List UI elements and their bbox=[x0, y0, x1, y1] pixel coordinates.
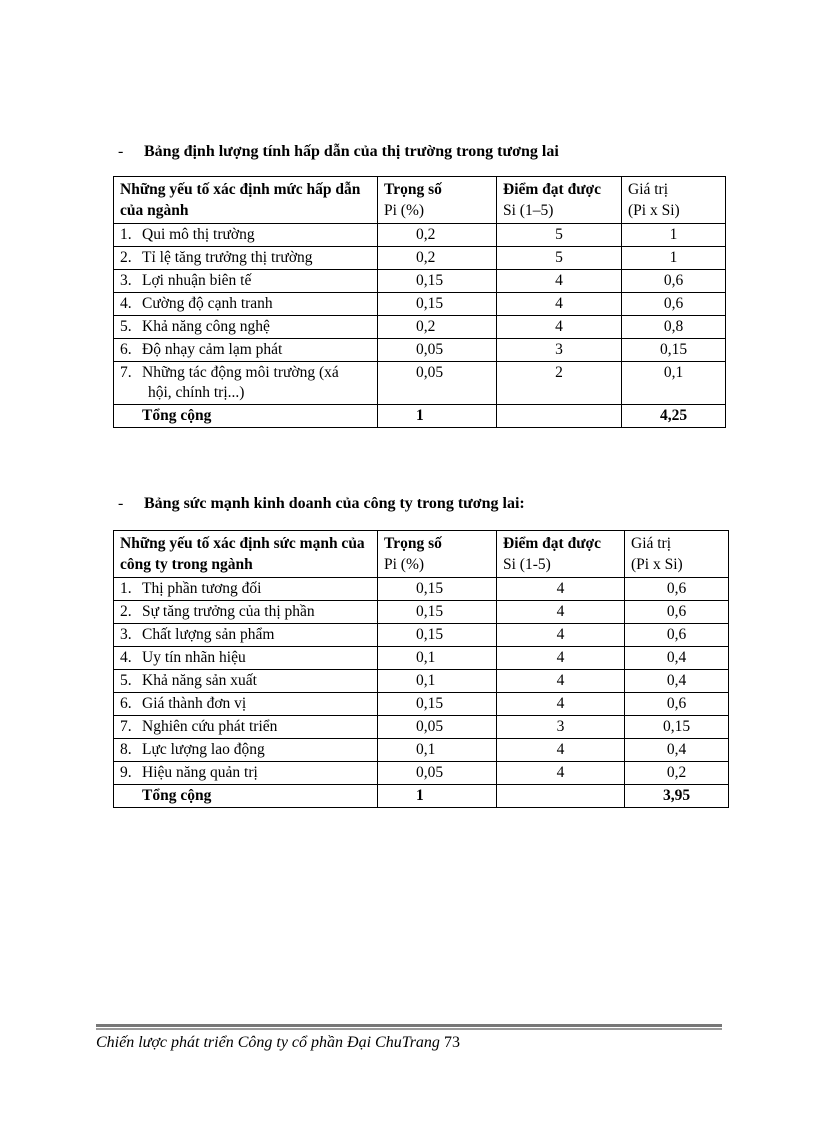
table-cell: 4 bbox=[497, 316, 622, 339]
table-cell: hội, chính trị...) bbox=[148, 384, 245, 401]
table-cell: 8. bbox=[120, 741, 132, 758]
footer-rule-secondary bbox=[96, 1028, 722, 1030]
table-cell: 0,6 bbox=[622, 270, 726, 293]
table-cell: 2. bbox=[120, 249, 132, 266]
bullet-dash: - bbox=[118, 143, 124, 160]
table-cell: Những tác động môi trường (xá bbox=[142, 364, 339, 381]
table-cell: Cường độ cạnh tranh bbox=[142, 295, 273, 312]
page-number: 73 bbox=[443, 1034, 460, 1051]
table-cell: Trọng số bbox=[384, 181, 442, 198]
header-factor: Những yếu tố xác định mức hấp dẫn của ngành bbox=[114, 177, 378, 224]
table-cell: Tổng cộng bbox=[114, 405, 378, 428]
table-row bbox=[114, 339, 726, 362]
table-row bbox=[114, 247, 726, 270]
header-score bbox=[497, 177, 622, 224]
table-cell bbox=[114, 601, 378, 624]
table-cell: 0,05 bbox=[378, 339, 497, 362]
table-cell: Bảng sức mạnh kinh doanh của công ty trong tương lai: bbox=[144, 495, 525, 512]
table-cell: 4 bbox=[497, 693, 625, 716]
table-cell: 4 bbox=[497, 270, 622, 293]
table-row bbox=[114, 601, 729, 624]
table-cell: Giá thành đơn vị bbox=[142, 695, 247, 712]
table-row bbox=[114, 624, 729, 647]
table-cell: 0,15 bbox=[625, 716, 729, 739]
table-cell: 0,8 bbox=[622, 316, 726, 339]
table-cell: 0,6 bbox=[625, 578, 729, 601]
header-weight bbox=[378, 177, 497, 224]
table-cell: Điểm đạt được bbox=[503, 181, 601, 198]
table-cell: 5 bbox=[497, 224, 622, 247]
table-cell bbox=[497, 785, 625, 808]
table-cell: 0,6 bbox=[625, 624, 729, 647]
table-cell: 6. bbox=[120, 341, 132, 358]
table-cell: 1 bbox=[378, 405, 497, 428]
header-factor: Những yếu tố xác định sức mạnh của công ty trong ngành bbox=[114, 531, 378, 578]
table-cell: 0,15 bbox=[378, 624, 497, 647]
business-strength-table bbox=[113, 530, 729, 808]
table-cell bbox=[114, 693, 378, 716]
table-cell bbox=[114, 270, 378, 293]
table-cell bbox=[114, 316, 378, 339]
table-cell: 1 bbox=[622, 247, 726, 270]
table-cell: Chất lượng sản phẩm bbox=[142, 626, 275, 643]
table-cell: 0,2 bbox=[378, 247, 497, 270]
table-header-row bbox=[114, 531, 729, 578]
table-cell: 4 bbox=[497, 578, 625, 601]
table-cell: 0,2 bbox=[625, 762, 729, 785]
table-cell: 0,05 bbox=[378, 716, 497, 739]
header-score bbox=[497, 531, 625, 578]
table-cell bbox=[114, 647, 378, 670]
table-cell: Uy tín nhãn hiệu bbox=[142, 649, 246, 666]
table1-heading bbox=[118, 143, 559, 161]
table-cell: 0,2 bbox=[378, 224, 497, 247]
table-cell: 6. bbox=[120, 695, 132, 712]
total-row bbox=[114, 785, 729, 808]
header-weight bbox=[378, 531, 497, 578]
table-cell: Tổng cộng bbox=[114, 785, 378, 808]
market-attractiveness-table bbox=[113, 176, 726, 428]
table2-heading bbox=[118, 495, 525, 513]
table-cell: 4. bbox=[120, 295, 132, 312]
table-cell: 5. bbox=[120, 672, 132, 689]
table-cell bbox=[114, 224, 378, 247]
table-cell: 0,1 bbox=[378, 670, 497, 693]
table-cell: Lợi nhuận biên tế bbox=[142, 272, 252, 289]
header-value bbox=[622, 177, 726, 224]
table-row bbox=[114, 739, 729, 762]
table-cell: Giá trị bbox=[628, 181, 669, 198]
table-row bbox=[114, 362, 726, 405]
table-cell: Si (1-5) bbox=[503, 556, 551, 573]
total-row bbox=[114, 405, 726, 428]
table-cell: 0,15 bbox=[378, 293, 497, 316]
table-cell bbox=[114, 362, 378, 405]
table-cell bbox=[114, 339, 378, 362]
table-cell: 3 bbox=[497, 339, 622, 362]
table-cell: (Pi x Si) bbox=[631, 556, 683, 573]
table-cell: Bảng định lượng tính hấp dẫn của thị trường trong tương lai bbox=[144, 143, 559, 160]
table-cell: 4 bbox=[497, 293, 622, 316]
table-row bbox=[114, 293, 726, 316]
table-cell: 5 bbox=[497, 247, 622, 270]
table-row bbox=[114, 762, 729, 785]
table-row bbox=[114, 578, 729, 601]
table-cell: 1 bbox=[378, 785, 497, 808]
table-cell: Qui mô thị trường bbox=[142, 226, 255, 243]
table-cell: 0,2 bbox=[378, 316, 497, 339]
table-cell: Pi (%) bbox=[384, 202, 425, 219]
table-row bbox=[114, 670, 729, 693]
table-cell: Trọng số bbox=[384, 535, 442, 552]
table-cell: 3,95 bbox=[625, 785, 729, 808]
table-cell: Tỉ lệ tăng trưởng thị trường bbox=[142, 249, 313, 266]
table-cell: Độ nhạy cảm lạm phát bbox=[142, 341, 283, 358]
footer-title: Chiến lược phát triển Công ty cổ phần Đại ChuTrang bbox=[96, 1034, 440, 1051]
table-row bbox=[114, 716, 729, 739]
table-cell: 4 bbox=[497, 647, 625, 670]
table-cell: 1. bbox=[120, 226, 132, 243]
table-cell: Thị phần tương đối bbox=[142, 580, 262, 597]
table-cell: 1. bbox=[120, 580, 132, 597]
table-row bbox=[114, 270, 726, 293]
table-cell: 0,6 bbox=[625, 693, 729, 716]
table-cell: 0,15 bbox=[378, 270, 497, 293]
header-value bbox=[625, 531, 729, 578]
table-cell: 4. bbox=[120, 649, 132, 666]
table-cell: 7. bbox=[120, 718, 132, 735]
table-cell: 2. bbox=[120, 603, 132, 620]
table-cell: 0,4 bbox=[625, 647, 729, 670]
table-cell bbox=[114, 293, 378, 316]
table-cell: 3 bbox=[497, 716, 625, 739]
table-cell: 4,25 bbox=[622, 405, 726, 428]
table-cell: 9. bbox=[120, 764, 132, 781]
table-cell bbox=[114, 578, 378, 601]
table-cell: Hiệu năng quản trị bbox=[142, 764, 258, 781]
table-cell: 0,15 bbox=[378, 578, 497, 601]
table-cell: 3. bbox=[120, 272, 132, 289]
table-cell: Khả năng công nghệ bbox=[142, 318, 270, 335]
table-cell bbox=[114, 247, 378, 270]
table-cell: Khả năng sản xuất bbox=[142, 672, 257, 689]
table-cell: 1 bbox=[622, 224, 726, 247]
table-header-row bbox=[114, 177, 726, 224]
table-cell: Lực lượng lao động bbox=[142, 741, 265, 758]
table-row bbox=[114, 647, 729, 670]
table-cell: 0,05 bbox=[378, 762, 497, 785]
table-cell: 7. bbox=[120, 364, 132, 381]
table-cell: Si (1–5) bbox=[503, 202, 554, 219]
table-cell: 0,15 bbox=[622, 339, 726, 362]
page-footer bbox=[96, 1034, 460, 1052]
table-cell: 0,6 bbox=[622, 293, 726, 316]
table-cell: 0,05 bbox=[378, 362, 497, 405]
table-cell: 5. bbox=[120, 318, 132, 335]
table-cell: Giá trị bbox=[631, 535, 672, 552]
table-cell: 4 bbox=[497, 762, 625, 785]
table-cell: Sự tăng trưởng của thị phần bbox=[142, 603, 315, 620]
table-row bbox=[114, 224, 726, 247]
table-cell: 0,4 bbox=[625, 739, 729, 762]
table-cell: 2 bbox=[497, 362, 622, 405]
table-cell: 0,6 bbox=[625, 601, 729, 624]
table-cell: 3. bbox=[120, 626, 132, 643]
table-cell: 0,4 bbox=[625, 670, 729, 693]
table-cell: 4 bbox=[497, 670, 625, 693]
table-row bbox=[114, 693, 729, 716]
table-cell bbox=[114, 762, 378, 785]
table-cell: 0,1 bbox=[378, 647, 497, 670]
table-cell: Nghiên cứu phát triển bbox=[142, 718, 278, 735]
table-cell: 0,1 bbox=[622, 362, 726, 405]
table-cell: 4 bbox=[497, 624, 625, 647]
table-row bbox=[114, 316, 726, 339]
table-cell: Pi (%) bbox=[384, 556, 425, 573]
table-cell: 0,15 bbox=[378, 601, 497, 624]
table-cell: 4 bbox=[497, 601, 625, 624]
table-cell: (Pi x Si) bbox=[628, 202, 680, 219]
table-cell bbox=[114, 670, 378, 693]
table-cell: 0,1 bbox=[378, 739, 497, 762]
table-cell: 0,15 bbox=[378, 693, 497, 716]
table-cell bbox=[114, 739, 378, 762]
table-cell: Điểm đạt được bbox=[503, 535, 601, 552]
table-cell bbox=[114, 624, 378, 647]
bullet-dash: - bbox=[118, 495, 124, 512]
footer-rule bbox=[96, 1024, 722, 1027]
table-cell: 4 bbox=[497, 739, 625, 762]
table-cell bbox=[497, 405, 622, 428]
table-cell bbox=[114, 716, 378, 739]
